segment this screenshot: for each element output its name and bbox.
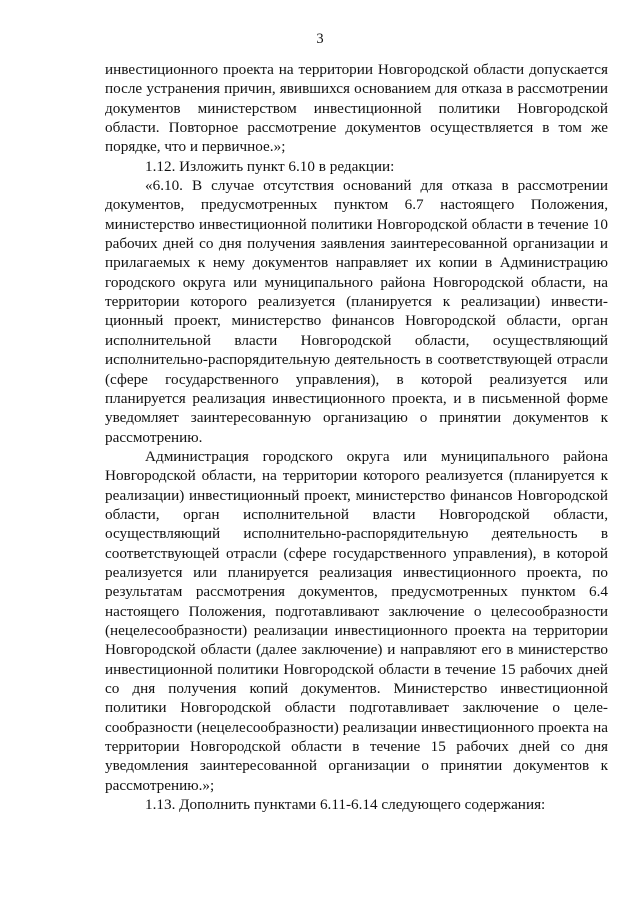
paragraph-administration: Администрация городского округа или муниципального района Новгородской области, на территории которого реализуется (планируется к реализации) инвестиционный проект, министерство финансов Новгородской области, орган исполнительной власти Новгородской области, осуществляющий исполнительно-распорядительную деятельность в соответствующей отрасли (сфере государственного управления), в которой реализуется или планируется реализация инвестиционного проекта, по результатам рассмотрения документов, предусмотренных пунктом 6.4 настоящего Положения, подготавливают заключение о целесообразности (нецелесообразности) реализации инвестиционного проекта на территории Новгородской области (далее заключение) и направляют его в министерство инвестиционной политики Новгородской области в течение 15 рабочих дней со дня получения копий документов. Министерство инвестиционной политики Новгородской области подготавливает заключение о целе-сообразности (нецелесообразности) реализации инвестиционного проекта на территории Новгородской области в течение 15 рабочих дней со дня уведомления заинтересованной организации о принятии документов к рассмотрению.»;	[105, 447, 608, 794]
paragraph-clause-6-10: «6.10. В случае отсутствия оснований для отказа в рассмотрении документов, предусмотренных пунктом 6.7 настоящего Положения, министерство инвестиционной политики Новгородской области в течение 10 рабочих дней со дня получения заявления заинтересованной организации и прилагаемых к нему документов направляет их копии в Администрацию городского округа или муниципального района Новгородской области, на территории которого реализуется (планируется к реализации) инвести-ционный проект, министерство финансов Новгородской области, орган исполнительной власти Новгородской области, осуществляющий исполнительно-распорядительную деятельность в соответствующей отрасли (сфере государственного управления), в которой реализуется или планируется реализация инвестиционного проекта, и в письменной форме уведомляет заинтересованную организацию о принятии документов к рассмотрению.	[105, 177, 608, 446]
paragraph-item-1-13: 1.13. Дополнить пунктами 6.11-6.14 следующего содержания:	[145, 796, 546, 814]
paragraph-item-1-12: 1.12. Изложить пункт 6.10 в редакции:	[145, 157, 395, 175]
paragraph-continuation: инвестиционного проекта на территории Новгородской области допускается после устранения причин, явившихся основанием для отказа в рассмотрении документов министерством инвестиционной политики Новгородской области. Повторное рассмотрение документов осуществляется в том же порядке, что и первичное.»;	[105, 61, 608, 156]
document-body	[105, 60, 608, 814]
page-number: 3	[316, 31, 324, 47]
